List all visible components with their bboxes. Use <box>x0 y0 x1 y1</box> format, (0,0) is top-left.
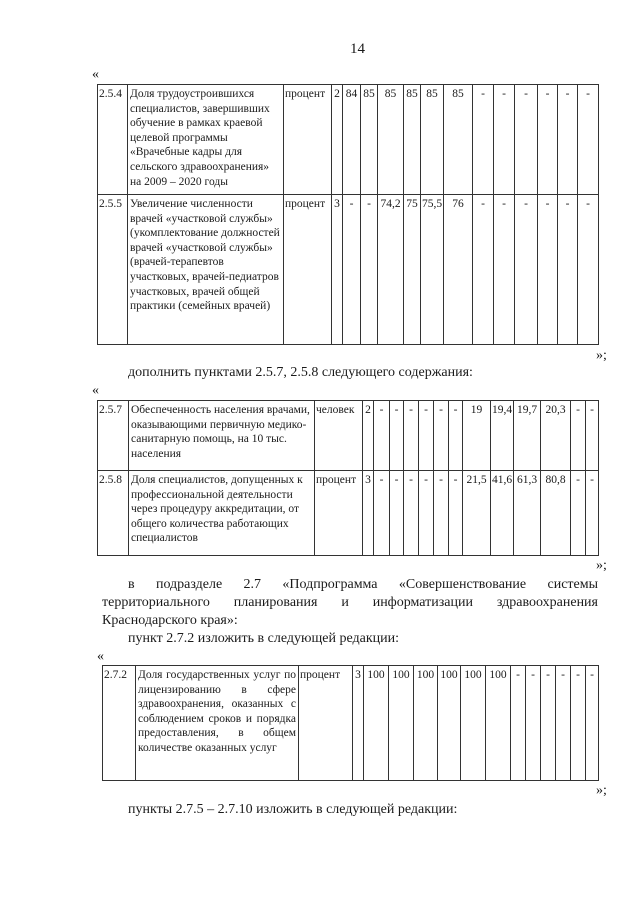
open-quote: « <box>92 67 99 82</box>
close-quote: »; <box>596 783 607 798</box>
value-cell: 100 <box>389 666 414 781</box>
value-cell: - <box>449 471 463 556</box>
unit: процент <box>284 85 332 195</box>
value-cell: - <box>586 471 599 556</box>
value-cell: 74,2 <box>378 195 404 345</box>
value-cell: - <box>515 195 538 345</box>
status: 2 <box>332 85 343 195</box>
value-cell: - <box>374 471 390 556</box>
value-cell: - <box>390 471 404 556</box>
status: 3 <box>363 471 374 556</box>
paragraph-item-2-7-2: пункт 2.7.2 изложить в следующей редакции: <box>128 631 399 646</box>
value-cell: - <box>434 471 449 556</box>
unit: процент <box>299 666 353 781</box>
value-cell: - <box>404 401 419 471</box>
paragraph-items-2-7-5-10: пункты 2.7.5 – 2.7.10 изложить в следующей редакции: <box>128 802 458 817</box>
value-cell: 85 <box>421 85 444 195</box>
indicator-name: Обеспеченность населения врачами, оказывающими первичную медико-санитарную помощь, на 10 тыс. населения <box>129 401 315 471</box>
status: 2 <box>363 401 374 471</box>
value-cell: - <box>361 195 378 345</box>
value-cell: - <box>511 666 526 781</box>
indicator-name: Увеличение численности врачей «участковой службы» (укомплектование должностей врачей «участковой службы» (врачей-терапевтов участковых, врачей-педиатров участковых, врачей общей практики (семейных врачей) <box>128 195 284 345</box>
open-quote: « <box>97 649 104 664</box>
indicator-name: Доля государственных услуг по лицензированию в сфере здравоохранения, оказанных с соблюдением сроков и порядка предоставления, в общем количестве оказанных услуг <box>136 666 299 781</box>
value-cell: 85 <box>361 85 378 195</box>
value-cell: - <box>571 401 586 471</box>
value-cell: 75 <box>404 195 421 345</box>
value-cell: - <box>541 666 556 781</box>
unit: процент <box>315 471 363 556</box>
value-cell: 19 <box>463 401 491 471</box>
value-cell: - <box>515 85 538 195</box>
value-cell: - <box>434 401 449 471</box>
close-quote: »; <box>596 558 607 573</box>
value-cell: 75,5 <box>421 195 444 345</box>
unit: человек <box>315 401 363 471</box>
value-cell: - <box>538 195 558 345</box>
value-cell: 85 <box>404 85 421 195</box>
value-cell: 85 <box>378 85 404 195</box>
value-cell: 100 <box>461 666 486 781</box>
paragraph-add-items: дополнить пунктами 2.5.7, 2.5.8 следующего содержания: <box>128 365 473 380</box>
table-row <box>98 401 599 471</box>
value-cell: 100 <box>364 666 389 781</box>
row-number: 2.5.5 <box>98 195 128 345</box>
table-row <box>98 471 599 556</box>
indicators-table-2-5-4 <box>97 84 599 345</box>
value-cell: 19,4 <box>491 401 514 471</box>
value-cell: - <box>558 195 578 345</box>
value-cell: 100 <box>414 666 438 781</box>
value-cell: - <box>571 471 586 556</box>
close-quote: »; <box>596 348 607 363</box>
value-cell: 21,5 <box>463 471 491 556</box>
value-cell: - <box>473 195 494 345</box>
value-cell: - <box>494 195 515 345</box>
value-cell: - <box>343 195 361 345</box>
indicator-name: Доля трудоустроившихся специалистов, завершивших обучение в рамках краевой целевой программы «Врачебные кадры для сельского здравоохранения» на 2009 – 2020 годы <box>128 85 284 195</box>
value-cell: 19,7 <box>514 401 541 471</box>
value-cell: - <box>494 85 515 195</box>
value-cell: 80,8 <box>541 471 571 556</box>
unit: процент <box>284 195 332 345</box>
indicator-name: Доля специалистов, допущенных к профессиональной деятельности через процедуру аккредитации, от общего количества работающих специалистов <box>129 471 315 556</box>
value-cell: 100 <box>486 666 511 781</box>
table-row <box>98 85 599 195</box>
value-cell: - <box>374 401 390 471</box>
value-cell: - <box>449 401 463 471</box>
value-cell: - <box>538 85 558 195</box>
row-number: 2.5.7 <box>98 401 129 471</box>
value-cell: 20,3 <box>541 401 571 471</box>
value-cell: - <box>578 195 599 345</box>
status: 3 <box>353 666 364 781</box>
open-quote: « <box>92 383 99 398</box>
value-cell: - <box>419 471 434 556</box>
value-cell: 100 <box>438 666 461 781</box>
value-cell: - <box>404 471 419 556</box>
value-cell: - <box>473 85 494 195</box>
indicators-table-2-7-2 <box>102 665 599 781</box>
status: 3 <box>332 195 343 345</box>
value-cell: - <box>558 85 578 195</box>
value-cell: - <box>586 666 599 781</box>
value-cell: - <box>586 401 599 471</box>
value-cell: 85 <box>444 85 473 195</box>
value-cell: 76 <box>444 195 473 345</box>
table-row <box>103 666 599 781</box>
value-cell: - <box>556 666 571 781</box>
row-number: 2.7.2 <box>103 666 136 781</box>
value-cell: 41,6 <box>491 471 514 556</box>
page-number: 14 <box>350 41 365 57</box>
value-cell: - <box>526 666 541 781</box>
value-cell: 61,3 <box>514 471 541 556</box>
row-number: 2.5.8 <box>98 471 129 556</box>
value-cell: - <box>419 401 434 471</box>
value-cell: - <box>390 401 404 471</box>
value-cell: - <box>571 666 586 781</box>
table-row <box>98 195 599 345</box>
row-number: 2.5.4 <box>98 85 128 195</box>
value-cell: 84 <box>343 85 361 195</box>
paragraph-subsection-2-7: в подразделе 2.7 «Подпрограмма «Совершенствование системы территориального планирования и информатизации здравоохранения Краснодарского края»: <box>102 577 598 628</box>
indicators-table-2-5-7 <box>97 400 599 556</box>
value-cell: - <box>578 85 599 195</box>
